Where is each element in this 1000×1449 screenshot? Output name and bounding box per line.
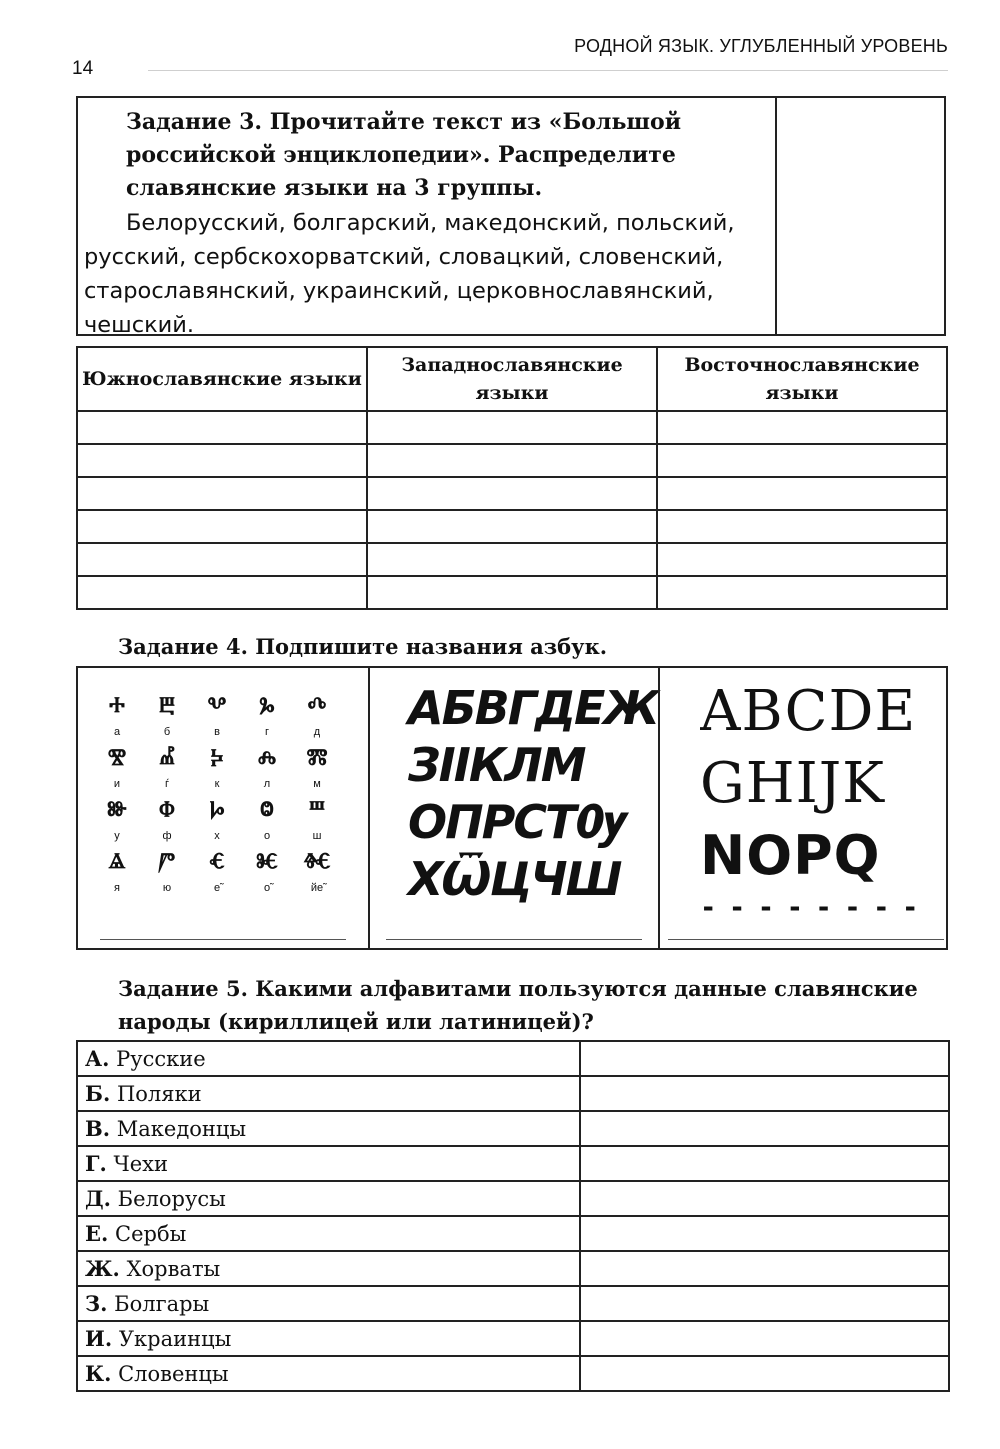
table-row [77, 576, 947, 609]
people-cell [77, 1146, 580, 1181]
table-row [77, 444, 947, 477]
answer-cell[interactable] [580, 1286, 949, 1321]
people-cell [77, 1356, 580, 1391]
task3-language-list: Белорусский, болгарский, македонский, польский, русский, сербскохорватский, словацкий, словенский, старославянский, украинский, церковнославянский, чешский. [84, 210, 735, 338]
glagolitic-glyph: Ⰺ [107, 745, 127, 770]
table-row [77, 1286, 949, 1321]
answer-cell[interactable] [580, 1041, 949, 1076]
table-row [77, 1356, 949, 1391]
glagolitic-letter-label: йе̃ [310, 882, 324, 894]
row-letter: Д. [85, 1186, 111, 1211]
answer-cell[interactable] [657, 543, 947, 576]
table-row [77, 1111, 949, 1146]
glagolitic-grid [92, 692, 342, 900]
table-row [77, 1321, 949, 1356]
answer-cell[interactable] [77, 411, 367, 444]
cyrillic-sample [408, 680, 658, 908]
row-letter: И. [85, 1326, 113, 1351]
alphabets-box [76, 666, 948, 950]
answer-cell[interactable] [580, 1251, 949, 1286]
decorative-dashes: ▬ ▬ ▬ ▬ ▬ ▬ ▬ ▬ [704, 900, 921, 916]
glagolitic-letter-label: ѓ [164, 778, 169, 790]
column-west-slavic: Западнославянские языки [367, 347, 657, 411]
glagolitic-letter-label: о [263, 830, 271, 842]
glagolitic-glyph: Ⱙ [303, 849, 331, 874]
glagolitic-letter-label: г [264, 726, 269, 738]
people-cell [77, 1076, 580, 1111]
latin-line: NOPQ [700, 824, 881, 887]
glagolitic-glyph: Ⰳ [259, 693, 275, 718]
glagolitic-glyph-row [92, 848, 342, 876]
answer-cell[interactable] [367, 576, 657, 609]
header-rule [148, 70, 948, 71]
glagolitic-glyph-row [92, 692, 342, 720]
people-cell [77, 1216, 580, 1251]
glagolitic-letter-label: ю [162, 882, 172, 894]
page-number: 14 [72, 58, 94, 79]
glagolitic-label-row [92, 824, 342, 848]
glagolitic-glyph-row [92, 796, 342, 824]
table-row [77, 1216, 949, 1251]
people-name: Болгары [114, 1292, 210, 1316]
glagolitic-glyph: Ⰿ [306, 745, 328, 770]
glagolitic-letter-label: е̃ [213, 882, 221, 894]
people-name: Украинцы [118, 1327, 232, 1351]
table-row [77, 1146, 949, 1181]
glagolitic-letter-label: и [113, 778, 121, 790]
glagolitic-letter-label: я [114, 882, 120, 894]
answer-cell[interactable] [657, 477, 947, 510]
task3-heading: Задание 3. Прочитайте текст из «Большой российской энциклопедии». Распределите славянские языки на 3 группы. [126, 109, 682, 201]
table-row [77, 1076, 949, 1111]
task3-divider [775, 98, 777, 334]
people-name: Сербы [115, 1222, 187, 1246]
table-row [77, 1041, 949, 1076]
answer-cell[interactable] [77, 477, 367, 510]
answer-cell[interactable] [367, 543, 657, 576]
answer-cell[interactable] [580, 1321, 949, 1356]
row-letter: К. [85, 1361, 112, 1386]
glagolitic-glyph-row [92, 744, 342, 772]
answer-line[interactable] [386, 939, 642, 940]
glagolitic-glyph: Ⰾ [257, 745, 277, 770]
answer-cell[interactable] [367, 510, 657, 543]
glagolitic-glyph: Ⰴ [307, 693, 327, 718]
glagolitic-label-row [92, 720, 342, 744]
cyrillic-line: АБВГДЕЖ [408, 681, 658, 735]
table-row [77, 477, 947, 510]
answer-cell[interactable] [580, 1076, 949, 1111]
cyrillic-line: ОПРСТѸ [408, 795, 626, 849]
glagolitic-glyph: Ⰲ [207, 693, 227, 718]
answer-cell[interactable] [367, 444, 657, 477]
people-name: Македонцы [116, 1117, 247, 1141]
people-name: Словенцы [118, 1362, 229, 1386]
people-name: Русские [116, 1047, 206, 1071]
glagolitic-glyph: Ⱑ [108, 849, 126, 874]
glagolitic-letter-label: л [263, 778, 271, 790]
glagolitic-letter-label: а [113, 726, 121, 738]
people-cell [77, 1286, 580, 1321]
row-letter: Г. [85, 1151, 107, 1176]
answer-cell[interactable] [77, 444, 367, 477]
people-name: Хорваты [126, 1257, 221, 1281]
cyrillic-line: ЗІІКЛМ [408, 738, 585, 792]
task3-box [76, 96, 946, 336]
column-south-slavic: Южнославянские языки [77, 347, 367, 411]
table-row [77, 543, 947, 576]
peoples-table [76, 1040, 950, 1392]
people-cell [77, 1041, 580, 1076]
answer-line[interactable] [100, 939, 346, 940]
answer-cell[interactable] [77, 576, 367, 609]
cyrillic-line: ХѾЦЧШ [408, 852, 621, 906]
answer-cell[interactable] [580, 1216, 949, 1251]
glagolitic-glyph: Ⱇ [159, 797, 175, 822]
glagolitic-label-row [92, 876, 342, 900]
glagolitic-letter-label: у [114, 830, 120, 842]
answer-cell[interactable] [367, 477, 657, 510]
people-name: Чехи [113, 1152, 168, 1176]
row-letter: Е. [85, 1221, 109, 1246]
task4-heading: Задание 4. Подпишите названия азбук. [118, 634, 608, 659]
latin-sample [700, 676, 950, 892]
glagolitic-letter-label: к [214, 778, 220, 790]
language-groups-table [76, 346, 948, 610]
answer-cell[interactable] [77, 510, 367, 543]
people-name: Поляки [116, 1082, 202, 1106]
glagolitic-glyph: Ⱈ [209, 797, 225, 822]
glagolitic-glyph: Ⰰ [109, 693, 125, 718]
alphabet-sample-latin [660, 668, 946, 948]
answer-cell[interactable] [580, 1111, 949, 1146]
answer-cell[interactable] [657, 576, 947, 609]
glagolitic-glyph: Ⱘ [256, 849, 278, 874]
people-cell [77, 1111, 580, 1146]
people-cell [77, 1321, 580, 1356]
glagolitic-letter-label: м [313, 778, 321, 790]
table-row [77, 1181, 949, 1216]
glagolitic-letter-label: в [214, 726, 220, 738]
answer-cell[interactable] [580, 1146, 949, 1181]
answer-line[interactable] [668, 939, 944, 940]
alphabet-sample-glagolitic [78, 668, 368, 948]
people-cell [77, 1181, 580, 1216]
answer-cell[interactable] [657, 411, 947, 444]
table-row [77, 510, 947, 543]
latin-line: ABCDE [700, 679, 917, 744]
glagolitic-glyph: Ⰱ [158, 693, 176, 718]
glagolitic-label-row [92, 772, 342, 796]
answer-cell[interactable] [367, 411, 657, 444]
glagolitic-glyph: Ⰽ [210, 745, 224, 770]
row-letter: Б. [85, 1081, 111, 1106]
glagolitic-letter-label: б [163, 726, 171, 738]
glagolitic-letter-label: х [214, 830, 220, 842]
row-letter: А. [85, 1046, 110, 1071]
alphabet-sample-cyrillic [370, 668, 658, 948]
answer-cell[interactable] [77, 543, 367, 576]
people-cell [77, 1251, 580, 1286]
answer-cell[interactable] [580, 1181, 949, 1216]
task3-text [84, 206, 774, 342]
row-letter: З. [85, 1291, 108, 1316]
column-east-slavic: Восточнославянские языки [657, 347, 947, 411]
glagolitic-letter-label: ш [312, 830, 322, 842]
glagolitic-glyph: Ⱎ [308, 797, 326, 822]
answer-cell[interactable] [657, 510, 947, 543]
glagolitic-glyph: Ⰼ [159, 745, 175, 770]
glagolitic-letter-label: о̃ [263, 882, 271, 894]
glagolitic-glyph: Ⱆ [107, 797, 127, 822]
table-row [77, 1251, 949, 1286]
glagolitic-letter-label: ф [162, 830, 172, 842]
people-name: Белорусы [117, 1187, 226, 1211]
glagolitic-glyph: Ⱉ [260, 797, 274, 822]
row-letter: Ж. [85, 1256, 120, 1281]
latin-line: GHIJK [700, 751, 885, 816]
glagolitic-glyph: Ⱔ [209, 849, 225, 874]
running-title: РОДНОЙ ЯЗЫК. УГЛУБЛЕННЫЙ УРОВЕНЬ [574, 36, 948, 56]
glagolitic-glyph: Ⱓ [158, 849, 176, 874]
answer-cell[interactable] [580, 1356, 949, 1391]
table-row [77, 411, 947, 444]
answer-cell[interactable] [657, 444, 947, 477]
glagolitic-letter-label: д [313, 726, 321, 738]
row-letter: В. [85, 1116, 111, 1141]
task5-heading: Задание 5. Какими алфавитами пользуются данные славянские народы (кириллицей или латиницей)? [118, 976, 918, 1034]
